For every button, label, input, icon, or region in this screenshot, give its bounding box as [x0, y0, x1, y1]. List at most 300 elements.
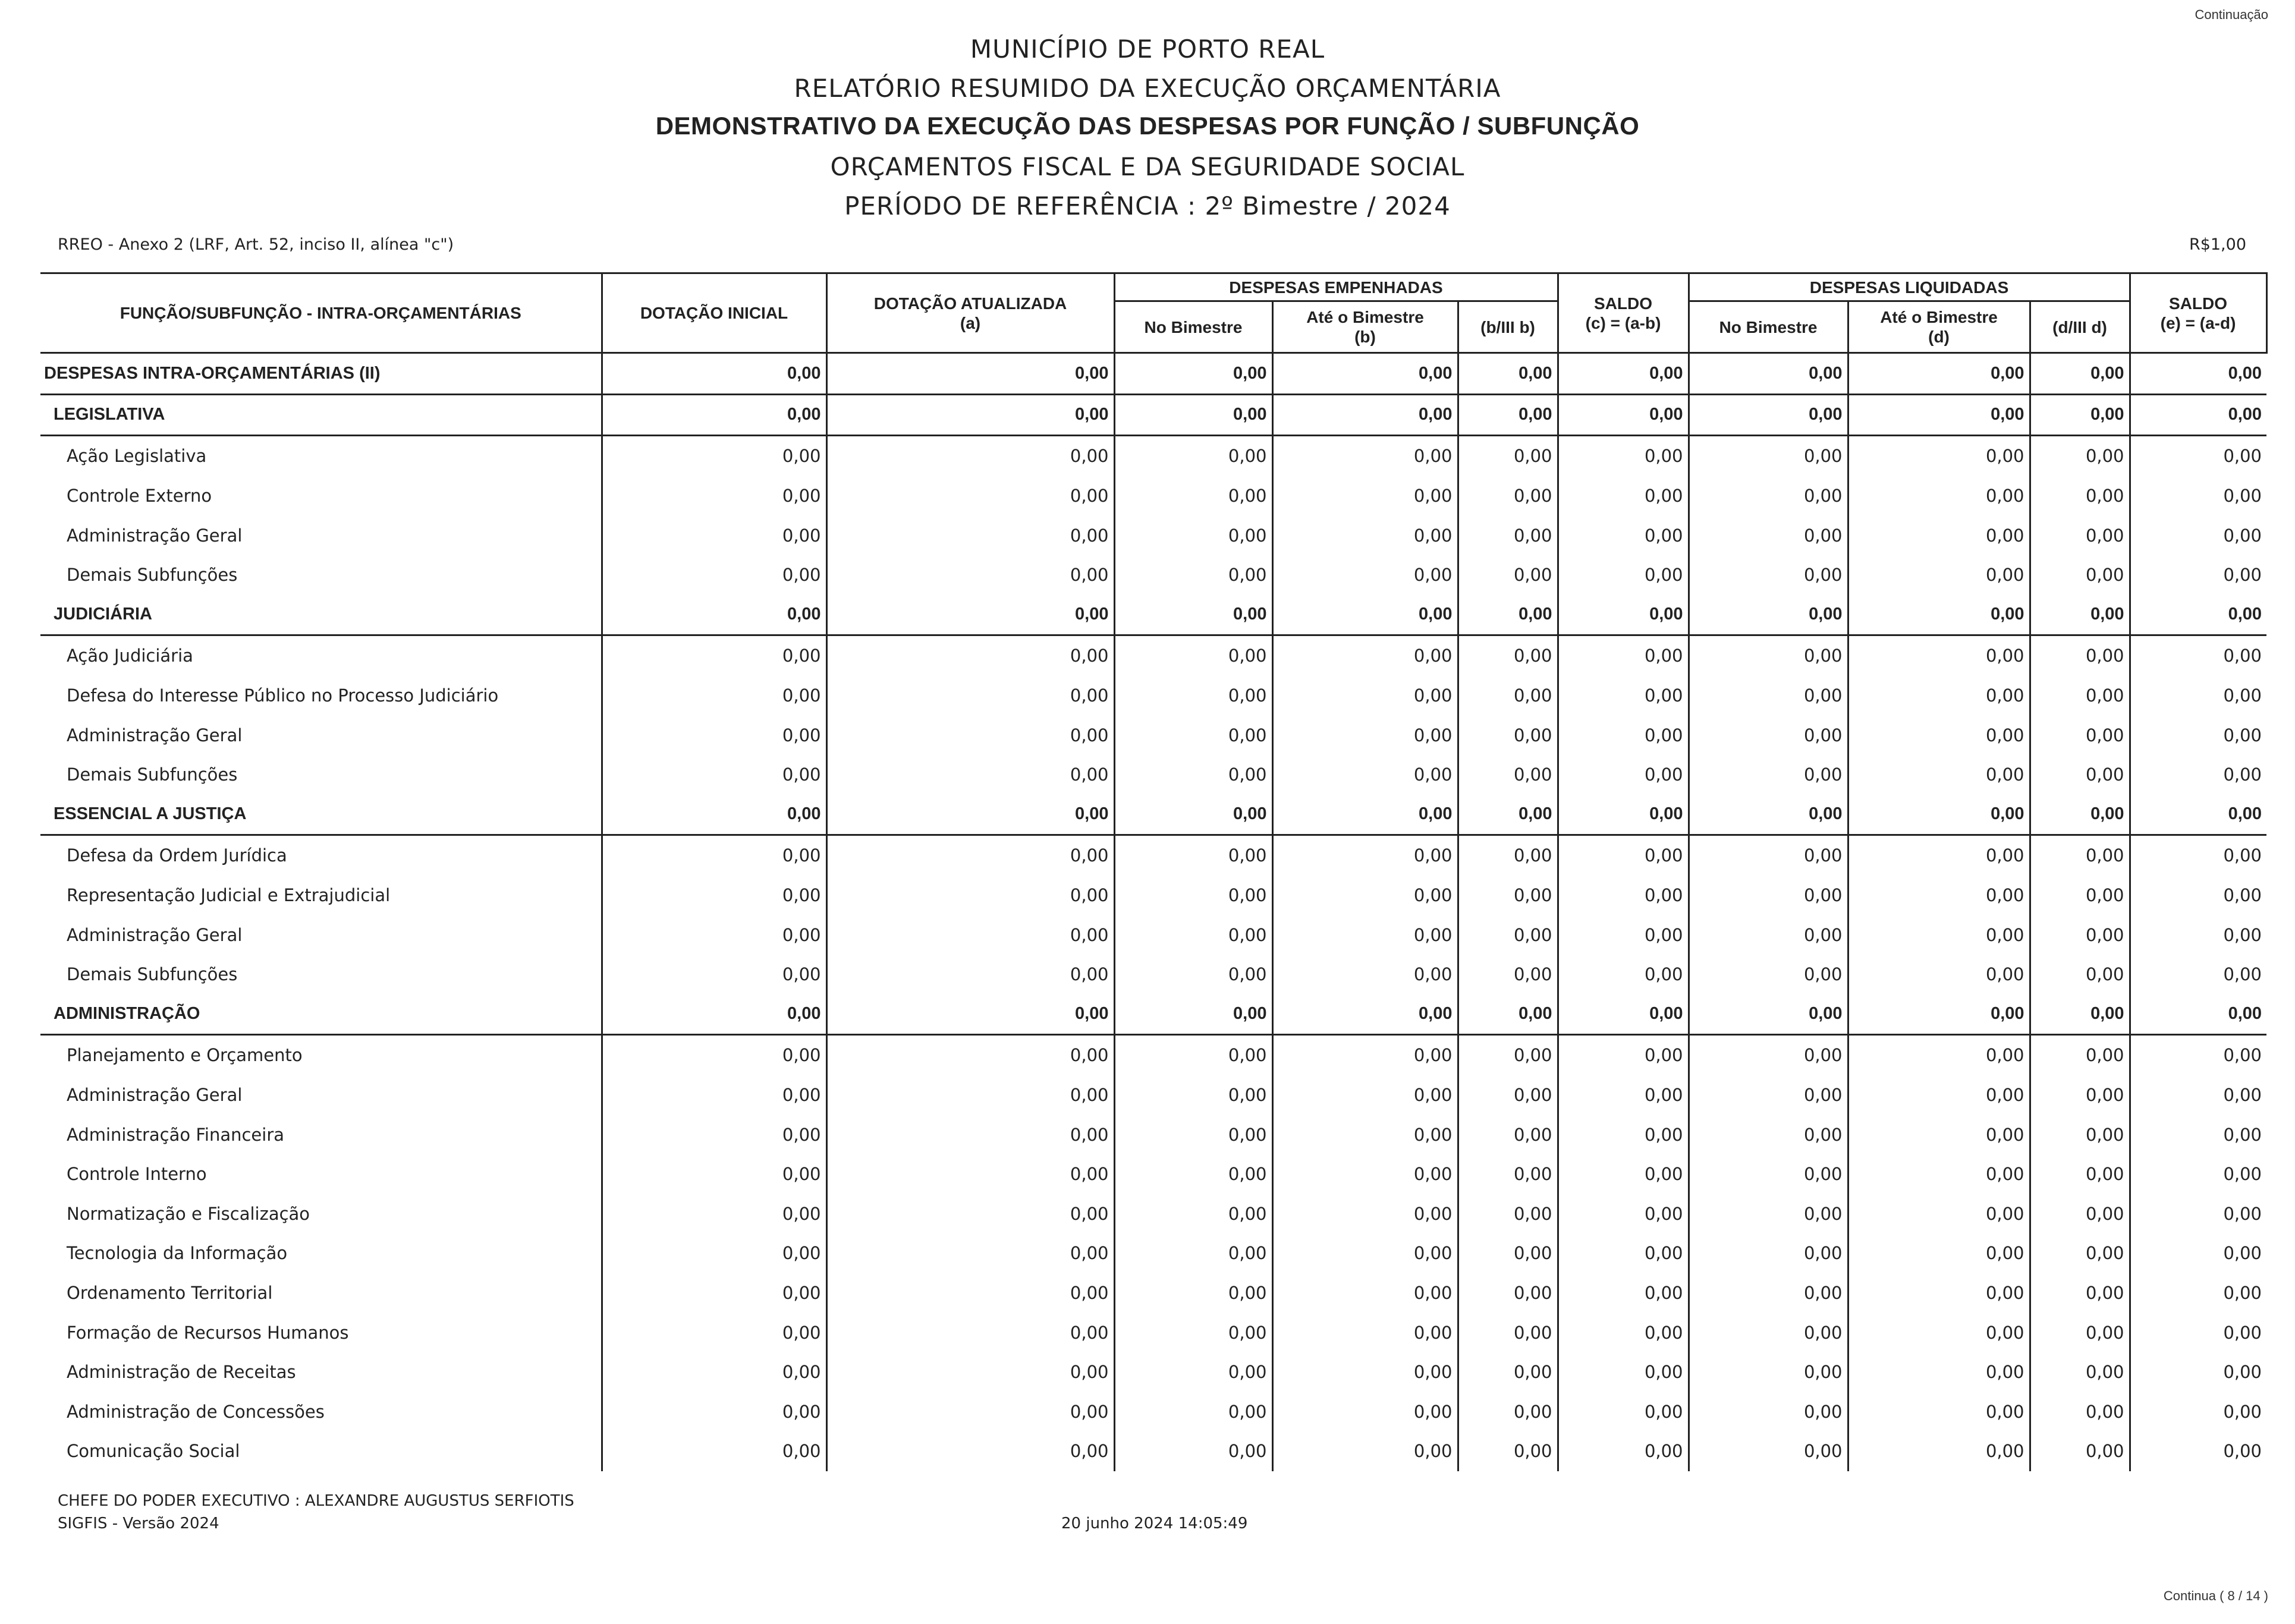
row-value: 0,00 — [2030, 795, 2130, 835]
row-value: 0,00 — [1689, 876, 1848, 915]
row-value: 0,00 — [2030, 1075, 2130, 1115]
row-value: 0,00 — [2030, 555, 2130, 595]
row-value: 0,00 — [1848, 1115, 2030, 1154]
row-value: 0,00 — [2030, 436, 2130, 476]
row-value: 0,00 — [1114, 1313, 1272, 1352]
col-emp-pct: (b/III b) — [1458, 301, 1558, 353]
row-value: 0,00 — [1848, 595, 2030, 635]
subfunction-row — [40, 1075, 2266, 1115]
row-label: ESSENCIAL A JUSTIÇA — [40, 795, 602, 835]
col-liq-pct: (d/III d) — [2030, 301, 2130, 353]
row-value: 0,00 — [2130, 476, 2266, 516]
row-value: 0,00 — [1558, 715, 1689, 755]
row-label: LEGISLATIVA — [40, 394, 602, 436]
row-value: 0,00 — [1848, 555, 2030, 595]
row-value: 0,00 — [2130, 676, 2266, 716]
subfunction-row — [40, 515, 2266, 555]
row-value: 0,00 — [826, 1273, 1114, 1313]
subfunction-row — [40, 1392, 2266, 1431]
row-value: 0,00 — [1458, 755, 1558, 795]
row-value: 0,00 — [826, 915, 1114, 955]
row-value: 0,00 — [1689, 755, 1848, 795]
row-value: 0,00 — [826, 835, 1114, 876]
col-saldo-e — [2130, 273, 2266, 353]
row-value: 0,00 — [1689, 635, 1848, 676]
row-value: 0,00 — [1458, 635, 1558, 676]
function-row — [40, 394, 2266, 436]
row-value: 0,00 — [1272, 476, 1458, 516]
row-value: 0,00 — [2030, 1352, 2130, 1392]
row-value: 0,00 — [1272, 915, 1458, 955]
row-value: 0,00 — [1272, 676, 1458, 716]
row-value: 0,00 — [1558, 795, 1689, 835]
row-value: 0,00 — [1458, 876, 1558, 915]
row-value: 0,00 — [1114, 1075, 1272, 1115]
row-value: 0,00 — [1114, 1352, 1272, 1392]
col-emp-ate-bimestre-title: Até o Bimestre — [1306, 308, 1424, 326]
page-indicator: Continua ( 8 / 14 ) — [2163, 1588, 2268, 1603]
col-dotacao-atualizada-title: DOTAÇÃO ATUALIZADA — [873, 294, 1067, 313]
col-emp-no-bimestre: No Bimestre — [1114, 301, 1272, 353]
row-value: 0,00 — [1848, 394, 2030, 436]
row-value: 0,00 — [1272, 795, 1458, 835]
row-value: 0,00 — [1689, 515, 1848, 555]
row-value: 0,00 — [1458, 394, 1558, 436]
report-title: RELATÓRIO RESUMIDO DA EXECUÇÃO ORÇAMENTÁRIA — [794, 74, 1501, 103]
row-value: 0,00 — [826, 1313, 1114, 1352]
continuation-label: Continuação — [2195, 7, 2268, 22]
row-value: 0,00 — [826, 394, 1114, 436]
row-value: 0,00 — [2030, 755, 2130, 795]
row-value: 0,00 — [2130, 1194, 2266, 1233]
row-value: 0,00 — [2030, 1115, 2130, 1154]
row-value: 0,00 — [1272, 1154, 1458, 1194]
row-value: 0,00 — [1272, 1352, 1458, 1392]
row-value: 0,00 — [2130, 1035, 2266, 1075]
row-label: JUDICIÁRIA — [40, 595, 602, 635]
row-value: 0,00 — [826, 1352, 1114, 1392]
col-liq-ate-bimestre-title: Até o Bimestre — [1880, 308, 1998, 326]
executive-chief: CHEFE DO PODER EXECUTIVO : ALEXANDRE AUGUSTUS SERFIOTIS — [58, 1492, 574, 1510]
row-value: 0,00 — [1458, 436, 1558, 476]
row-value: 0,00 — [602, 555, 826, 595]
col-liq-ate-bimestre-sub: (d) — [1928, 328, 1950, 346]
expenses-table — [40, 272, 2268, 1471]
row-value: 0,00 — [1272, 1273, 1458, 1313]
row-value: 0,00 — [2130, 876, 2266, 915]
col-dotacao-atualizada — [826, 273, 1114, 353]
row-value: 0,00 — [826, 676, 1114, 716]
subfunction-row — [40, 1115, 2266, 1154]
row-value: 0,00 — [1848, 635, 2030, 676]
row-value: 0,00 — [2030, 476, 2130, 516]
row-value: 0,00 — [2130, 394, 2266, 436]
row-value: 0,00 — [1848, 436, 2030, 476]
row-value: 0,00 — [602, 755, 826, 795]
row-value: 0,00 — [2130, 555, 2266, 595]
row-value: 0,00 — [602, 994, 826, 1035]
row-value: 0,00 — [1458, 1313, 1558, 1352]
row-value: 0,00 — [1848, 1035, 2030, 1075]
col-emp-ate-bimestre-sub: (b) — [1354, 328, 1376, 346]
row-value: 0,00 — [1848, 476, 2030, 516]
row-value: 0,00 — [2030, 835, 2130, 876]
row-label: Formação de Recursos Humanos — [67, 1322, 349, 1343]
row-value: 0,00 — [1689, 1313, 1848, 1352]
row-value: 0,00 — [1114, 353, 1272, 395]
row-label: Tecnologia da Informação — [67, 1243, 288, 1264]
function-row — [40, 353, 2266, 395]
row-value: 0,00 — [2030, 1035, 2130, 1075]
row-value: 0,00 — [1114, 436, 1272, 476]
row-value: 0,00 — [1272, 436, 1458, 476]
function-row — [40, 994, 2266, 1035]
row-value: 0,00 — [2130, 515, 2266, 555]
row-value: 0,00 — [1848, 915, 2030, 955]
row-value: 0,00 — [1458, 1352, 1558, 1392]
row-label: Normatização e Fiscalização — [67, 1203, 310, 1224]
row-value: 0,00 — [1272, 635, 1458, 676]
row-value: 0,00 — [1558, 1352, 1689, 1392]
row-value: 0,00 — [1689, 1035, 1848, 1075]
row-value: 0,00 — [1689, 436, 1848, 476]
row-value: 0,00 — [2130, 835, 2266, 876]
row-value: 0,00 — [2130, 1352, 2266, 1392]
row-value: 0,00 — [2130, 955, 2266, 994]
row-value: 0,00 — [1458, 994, 1558, 1035]
row-value: 0,00 — [826, 1115, 1114, 1154]
row-value: 0,00 — [826, 1431, 1114, 1471]
row-value: 0,00 — [1689, 1273, 1848, 1313]
row-value: 0,00 — [2130, 1075, 2266, 1115]
row-value: 0,00 — [602, 715, 826, 755]
row-value: 0,00 — [1689, 555, 1848, 595]
row-value: 0,00 — [2030, 1233, 2130, 1273]
row-value: 0,00 — [1558, 1233, 1689, 1273]
row-value: 0,00 — [602, 436, 826, 476]
row-value: 0,00 — [1689, 1233, 1848, 1273]
row-value: 0,00 — [1458, 1075, 1558, 1115]
row-value: 0,00 — [1689, 915, 1848, 955]
row-value: 0,00 — [1848, 1392, 2030, 1431]
municipality-title: MUNICÍPIO DE PORTO REAL — [970, 34, 1325, 64]
row-value: 0,00 — [1458, 955, 1558, 994]
row-label: Planejamento e Orçamento — [67, 1045, 303, 1066]
row-value: 0,00 — [2030, 876, 2130, 915]
row-value: 0,00 — [1558, 1194, 1689, 1233]
table-body — [40, 353, 2266, 1471]
row-value: 0,00 — [826, 994, 1114, 1035]
row-value: 0,00 — [1558, 1075, 1689, 1115]
row-value: 0,00 — [1848, 876, 2030, 915]
row-value: 0,00 — [1848, 1075, 2030, 1115]
row-value: 0,00 — [1689, 994, 1848, 1035]
row-value: 0,00 — [2030, 1194, 2130, 1233]
statement-title: DEMONSTRATIVO DA EXECUÇÃO DAS DESPESAS POR FUNÇÃO / SUBFUNÇÃO — [655, 112, 1640, 140]
row-value: 0,00 — [826, 476, 1114, 516]
row-label: Comunicação Social — [67, 1441, 240, 1462]
row-value: 0,00 — [1689, 1075, 1848, 1115]
row-value: 0,00 — [1848, 1431, 2030, 1471]
row-label: DESPESAS INTRA-ORÇAMENTÁRIAS (II) — [40, 353, 602, 395]
row-value: 0,00 — [2030, 915, 2130, 955]
row-value: 0,00 — [826, 876, 1114, 915]
row-value: 0,00 — [1689, 1194, 1848, 1233]
row-value: 0,00 — [1558, 676, 1689, 716]
row-value: 0,00 — [1272, 1233, 1458, 1273]
row-value: 0,00 — [826, 555, 1114, 595]
subfunction-row — [40, 955, 2266, 994]
subfunction-row — [40, 1352, 2266, 1392]
row-label: Defesa do Interesse Público no Processo Judiciário — [67, 685, 499, 706]
row-value: 0,00 — [1458, 1431, 1558, 1471]
generated-datetime: 20 junho 2024 14:05:49 — [1061, 1515, 1248, 1532]
row-value: 0,00 — [1458, 1273, 1558, 1313]
row-value: 0,00 — [1114, 955, 1272, 994]
subfunction-row — [40, 915, 2266, 955]
budget-scope: ORÇAMENTOS FISCAL E DA SEGURIDADE SOCIAL — [830, 152, 1465, 181]
row-value: 0,00 — [1272, 955, 1458, 994]
row-value: 0,00 — [1558, 555, 1689, 595]
col-emp-ate-bimestre — [1272, 301, 1458, 353]
row-value: 0,00 — [1114, 635, 1272, 676]
row-value: 0,00 — [1558, 876, 1689, 915]
subfunction-row — [40, 1233, 2266, 1273]
subfunction-row — [40, 876, 2266, 915]
row-value: 0,00 — [1114, 795, 1272, 835]
row-label: Administração Geral — [67, 725, 243, 745]
subfunction-row — [40, 1194, 2266, 1233]
row-value: 0,00 — [1272, 1115, 1458, 1154]
row-value: 0,00 — [1689, 955, 1848, 994]
row-value: 0,00 — [1272, 1313, 1458, 1352]
row-value: 0,00 — [826, 755, 1114, 795]
row-value: 0,00 — [2130, 1392, 2266, 1431]
col-group-liquidadas: DESPESAS LIQUIDADAS — [1689, 273, 2130, 301]
function-row — [40, 595, 2266, 635]
row-value: 0,00 — [1848, 715, 2030, 755]
row-value: 0,00 — [2130, 353, 2266, 395]
row-value: 0,00 — [826, 1154, 1114, 1194]
row-value: 0,00 — [2130, 915, 2266, 955]
row-value: 0,00 — [826, 1035, 1114, 1075]
row-value: 0,00 — [1558, 1273, 1689, 1313]
row-value: 0,00 — [1558, 835, 1689, 876]
row-value: 0,00 — [826, 1233, 1114, 1273]
row-value: 0,00 — [826, 515, 1114, 555]
row-value: 0,00 — [1272, 1075, 1458, 1115]
row-value: 0,00 — [1272, 715, 1458, 755]
row-value: 0,00 — [1558, 755, 1689, 795]
row-value: 0,00 — [1114, 994, 1272, 1035]
row-value: 0,00 — [1848, 676, 2030, 716]
row-label: Administração Geral — [67, 1084, 243, 1105]
row-label: Administração de Receitas — [67, 1362, 296, 1383]
row-value: 0,00 — [826, 1392, 1114, 1431]
row-label: Ordenamento Territorial — [67, 1282, 273, 1303]
row-value: 0,00 — [826, 955, 1114, 994]
row-label: Ação Legislativa — [67, 446, 207, 467]
row-value: 0,00 — [1848, 1194, 2030, 1233]
col-funcao: FUNÇÃO/SUBFUNÇÃO - INTRA-ORÇAMENTÁRIAS — [40, 273, 602, 353]
row-value: 0,00 — [1458, 595, 1558, 635]
row-value: 0,00 — [1558, 1115, 1689, 1154]
row-value: 0,00 — [1689, 1431, 1848, 1471]
row-value: 0,00 — [2130, 1154, 2266, 1194]
table-header — [40, 273, 2266, 353]
row-value: 0,00 — [1272, 835, 1458, 876]
row-value: 0,00 — [1848, 1273, 2030, 1313]
row-value: 0,00 — [1114, 715, 1272, 755]
row-value: 0,00 — [602, 876, 826, 915]
row-label: Controle Interno — [67, 1164, 207, 1185]
row-label: Representação Judicial e Extrajudicial — [67, 885, 391, 906]
row-value: 0,00 — [1114, 676, 1272, 716]
row-value: 0,00 — [1114, 515, 1272, 555]
row-value: 0,00 — [2030, 1273, 2130, 1313]
row-value: 0,00 — [1848, 353, 2030, 395]
system-version: SIGFIS - Versão 2024 — [58, 1515, 219, 1532]
row-value: 0,00 — [2130, 1233, 2266, 1273]
row-value: 0,00 — [1558, 635, 1689, 676]
row-value: 0,00 — [826, 1075, 1114, 1115]
row-value: 0,00 — [1848, 1154, 2030, 1194]
row-value: 0,00 — [602, 835, 826, 876]
row-value: 0,00 — [1114, 1035, 1272, 1075]
row-value: 0,00 — [1848, 515, 2030, 555]
row-value: 0,00 — [602, 1392, 826, 1431]
row-value: 0,00 — [1689, 476, 1848, 516]
row-label: Controle Externo — [67, 486, 212, 506]
row-value: 0,00 — [602, 915, 826, 955]
row-value: 0,00 — [1114, 555, 1272, 595]
row-value: 0,00 — [1848, 1233, 2030, 1273]
row-value: 0,00 — [1558, 595, 1689, 635]
row-value: 0,00 — [2130, 715, 2266, 755]
row-value: 0,00 — [602, 1154, 826, 1194]
row-value: 0,00 — [1458, 835, 1558, 876]
col-saldo-c-sub: (c) = (a-b) — [1585, 313, 1661, 332]
row-value: 0,00 — [2130, 795, 2266, 835]
row-value: 0,00 — [2030, 595, 2130, 635]
row-value: 0,00 — [1689, 835, 1848, 876]
row-value: 0,00 — [1689, 353, 1848, 395]
row-value: 0,00 — [1272, 1194, 1458, 1233]
row-value: 0,00 — [1114, 1273, 1272, 1313]
col-dotacao-inicial: DOTAÇÃO INICIAL — [602, 273, 826, 353]
row-value: 0,00 — [602, 955, 826, 994]
row-value: 0,00 — [1689, 595, 1848, 635]
row-value: 0,00 — [2030, 1313, 2130, 1352]
row-value: 0,00 — [1114, 1154, 1272, 1194]
row-value: 0,00 — [1114, 1392, 1272, 1431]
row-value: 0,00 — [602, 1194, 826, 1233]
row-value: 0,00 — [602, 1233, 826, 1273]
row-label: Administração Geral — [67, 525, 243, 546]
row-value: 0,00 — [1114, 394, 1272, 436]
row-value: 0,00 — [1458, 795, 1558, 835]
row-value: 0,00 — [1114, 1431, 1272, 1471]
row-label: ADMINISTRAÇÃO — [40, 994, 602, 1035]
row-value: 0,00 — [2130, 1273, 2266, 1313]
row-value: 0,00 — [2130, 755, 2266, 795]
row-value: 0,00 — [602, 1035, 826, 1075]
row-value: 0,00 — [1272, 1035, 1458, 1075]
row-value: 0,00 — [1558, 1313, 1689, 1352]
row-value: 0,00 — [2130, 635, 2266, 676]
row-value: 0,00 — [1458, 353, 1558, 395]
row-value: 0,00 — [1848, 1352, 2030, 1392]
row-value: 0,00 — [1558, 1035, 1689, 1075]
row-value: 0,00 — [602, 795, 826, 835]
subfunction-row — [40, 1154, 2266, 1194]
subfunction-row — [40, 835, 2266, 876]
annex-reference: RREO - Anexo 2 (LRF, Art. 52, inciso II, alínea "c") — [58, 235, 454, 254]
row-value: 0,00 — [1689, 1392, 1848, 1431]
subfunction-row — [40, 715, 2266, 755]
row-value: 0,00 — [1458, 476, 1558, 516]
row-value: 0,00 — [1848, 755, 2030, 795]
subfunction-row — [40, 1273, 2266, 1313]
col-dotacao-atualizada-sub: (a) — [960, 313, 981, 332]
row-value: 0,00 — [1272, 876, 1458, 915]
row-value: 0,00 — [602, 1075, 826, 1115]
row-value: 0,00 — [1558, 1431, 1689, 1471]
col-saldo-e-sub: (e) = (a-d) — [2160, 313, 2236, 332]
row-label: Demais Subfunções — [67, 964, 238, 985]
row-value: 0,00 — [2030, 394, 2130, 436]
row-value: 0,00 — [1114, 1233, 1272, 1273]
row-value: 0,00 — [602, 515, 826, 555]
row-value: 0,00 — [1458, 676, 1558, 716]
subfunction-row — [40, 755, 2266, 795]
row-value: 0,00 — [1114, 835, 1272, 876]
subfunction-row — [40, 436, 2266, 476]
row-label: Demais Subfunções — [67, 764, 238, 785]
row-value: 0,00 — [1114, 1194, 1272, 1233]
row-value: 0,00 — [2130, 1313, 2266, 1352]
row-value: 0,00 — [1558, 915, 1689, 955]
subfunction-row — [40, 1313, 2266, 1352]
row-value: 0,00 — [1558, 353, 1689, 395]
row-value: 0,00 — [1458, 1154, 1558, 1194]
row-value: 0,00 — [1272, 595, 1458, 635]
function-row — [40, 795, 2266, 835]
col-group-empenhadas: DESPESAS EMPENHADAS — [1114, 273, 1558, 301]
row-value: 0,00 — [826, 353, 1114, 395]
row-value: 0,00 — [602, 1115, 826, 1154]
row-value: 0,00 — [602, 1431, 826, 1471]
subfunction-row — [40, 476, 2266, 516]
row-value: 0,00 — [1689, 1115, 1848, 1154]
row-value: 0,00 — [826, 795, 1114, 835]
row-value: 0,00 — [1458, 1115, 1558, 1154]
row-value: 0,00 — [1458, 1194, 1558, 1233]
row-value: 0,00 — [1689, 1154, 1848, 1194]
subfunction-row — [40, 635, 2266, 676]
row-value: 0,00 — [826, 1194, 1114, 1233]
row-value: 0,00 — [1114, 755, 1272, 795]
row-value: 0,00 — [2030, 676, 2130, 716]
row-value: 0,00 — [1558, 1392, 1689, 1431]
row-value: 0,00 — [1848, 1313, 2030, 1352]
row-value: 0,00 — [1689, 676, 1848, 716]
row-value: 0,00 — [1458, 1035, 1558, 1075]
row-value: 0,00 — [826, 595, 1114, 635]
row-value: 0,00 — [602, 353, 826, 395]
row-value: 0,00 — [602, 1313, 826, 1352]
row-label: Defesa da Ordem Jurídica — [67, 845, 287, 866]
